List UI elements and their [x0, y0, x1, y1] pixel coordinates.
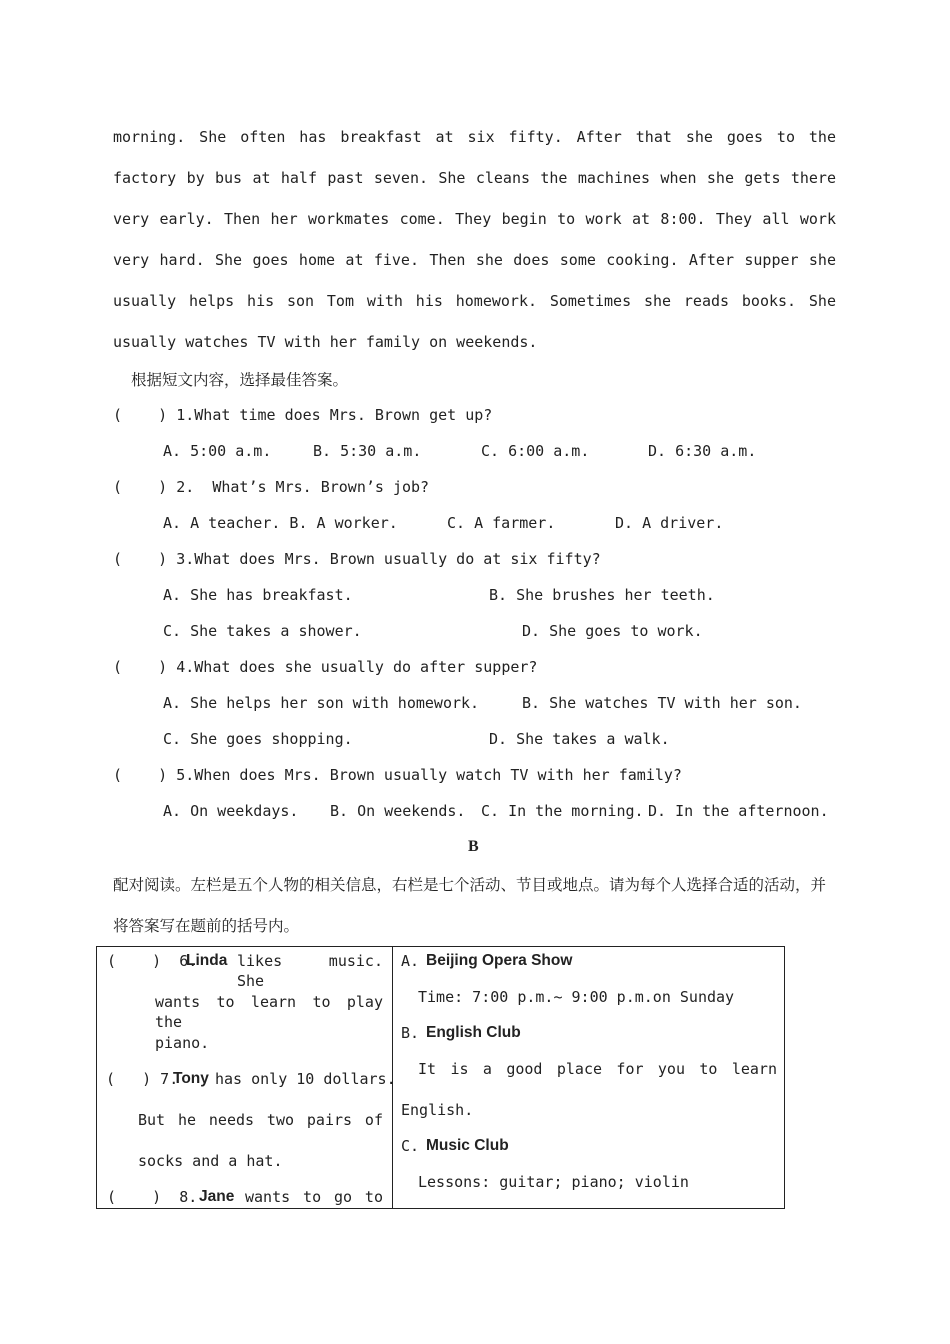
question-1-option-d: D. 6:30 a.m. — [648, 442, 757, 460]
item-8-prefix: ( ) 8. — [107, 1188, 198, 1206]
question-5-option-a: A. On weekdays. — [163, 802, 299, 820]
option-c-letter: C. — [401, 1137, 420, 1155]
item-7-text-3: socks and a hat. — [138, 1152, 283, 1170]
option-a-title: Beijing Opera Show — [426, 952, 573, 969]
question-4-option-d: D. She takes a walk. — [489, 730, 670, 748]
section-b-instruction: 配对阅读。左栏是五个人物的相关信息，右栏是七个活动、节目或地点。请为每个人选择合适的活动，并将答案写在题前的括号内。 — [113, 876, 827, 935]
question-5-stem: ( ) 5.When does Mrs. Brown usually watch TV with her family? — [113, 766, 682, 784]
option-c-title: Music Club — [426, 1137, 509, 1154]
item-8-name: Jane — [199, 1188, 235, 1205]
question-1-option-a: A. 5:00 a.m. — [163, 442, 272, 460]
item-8-text-1: wants to go to — [245, 1188, 383, 1206]
option-a-letter: A. — [401, 952, 420, 970]
option-b-title: English Club — [426, 1024, 521, 1041]
option-b-detail-2: English. — [401, 1101, 474, 1119]
section-a-instruction: 根据短文内容，选择最佳答案。 — [131, 371, 349, 389]
question-3-option-c: C. She takes a shower. — [163, 622, 362, 640]
option-b-letter: B. — [401, 1024, 420, 1042]
option-a-detail: Time: 7:00 p.m.~ 9:00 p.m.on Sunday — [418, 988, 735, 1006]
question-2-option-ab: A. A teacher. B. A worker. — [163, 514, 398, 532]
item-6-name: Linda — [186, 952, 228, 969]
item-6-text-1: likes music. She — [237, 952, 383, 990]
option-c-detail: Lessons: guitar; piano; violin — [418, 1173, 689, 1191]
reading-passage: morning. She often has breakfast at six fifty. After that she goes to the factory by bus at half past seven. She cleans the machines when she gets there very early. Then her workmates come. They begin to work at 8:00. They all work very hard. She goes home at five. Then she does some cooking. After supper she usually helps his son Tom with his homework. Sometimes she reads books. She usually watches TV with her family on weekends. — [113, 128, 836, 351]
question-1-option-b: B. 5:30 a.m. — [313, 442, 422, 460]
option-b-detail-1: It is a good place for you to learn — [418, 1060, 777, 1078]
matching-table — [96, 946, 785, 1209]
question-4-option-a: A. She helps her son with homework. — [163, 694, 480, 712]
question-2-stem: ( ) 2. What’s Mrs. Brown’s job? — [113, 478, 430, 496]
matching-left-column — [97, 947, 396, 1209]
question-5-option-d: D. In the afternoon. — [648, 802, 829, 820]
question-5-option-b: B. On weekends. — [330, 802, 466, 820]
item-6-text-2: wants to learn to play the — [155, 993, 383, 1031]
item-6-prefix: ( ) 6. — [107, 952, 198, 970]
question-3-stem: ( ) 3.What does Mrs. Brown usually do at six fifty? — [113, 550, 601, 568]
question-2-option-d: D. A driver. — [615, 514, 724, 532]
question-4-option-b: B. She watches TV with her son. — [522, 694, 802, 712]
question-3-option-a: A. She has breakfast. — [163, 586, 353, 604]
question-3-option-b: B. She brushes her teeth. — [489, 586, 715, 604]
question-4-option-c: C. She goes shopping. — [163, 730, 353, 748]
question-2-option-c: C. A farmer. — [447, 514, 556, 532]
item-6-text-3: piano. — [155, 1034, 210, 1052]
question-1-option-c: C. 6:00 a.m. — [481, 442, 590, 460]
matching-right-column — [393, 947, 785, 1209]
item-7-text-2: But he needs two pairs of — [138, 1111, 383, 1129]
section-b-heading: B — [468, 838, 479, 855]
question-1-stem: ( ) 1.What time does Mrs. Brown get up? — [113, 406, 493, 424]
item-7-prefix: ( ) 7. — [106, 1070, 179, 1088]
item-7-text-1: has only 10 dollars. — [215, 1070, 396, 1088]
question-3-option-d: D. She goes to work. — [522, 622, 703, 640]
question-5-option-c: C. In the morning. — [481, 802, 644, 820]
question-4-stem: ( ) 4.What does she usually do after supper? — [113, 658, 538, 676]
item-7-name: Tony — [173, 1070, 209, 1087]
